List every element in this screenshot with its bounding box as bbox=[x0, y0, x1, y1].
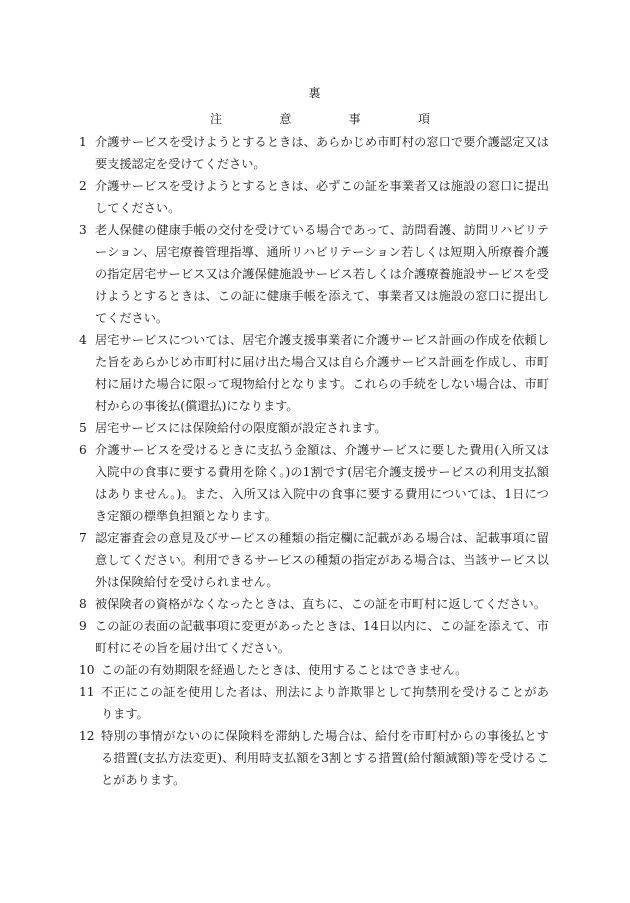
note-number: 9 bbox=[79, 619, 87, 633]
note-number: 1 bbox=[79, 135, 87, 149]
note-text: 不正にこの証を使用した者は、刑法により詐欺罪として拘禁刑を受けることがあります。 bbox=[101, 685, 549, 721]
note-item bbox=[79, 593, 549, 615]
note-text: この証の表面の記載事項に変更があったときは、14日以内に、この証を添えて、市町村にその旨を届け出てください。 bbox=[95, 619, 549, 655]
note-item bbox=[79, 615, 549, 659]
note-item bbox=[79, 439, 549, 527]
note-text: 認定審査会の意見及びサービスの種類の指定欄に記載がある場合は、記載事項に留意してください。利用できるサービスの種類の指定がある場合は、当該サービス以外は保険給付を受けられません。 bbox=[95, 531, 549, 589]
note-number: 2 bbox=[79, 179, 87, 193]
heading-char: 項 bbox=[417, 112, 430, 126]
note-text: この証の有効期限を経過したときは、使用することはできません。 bbox=[101, 663, 468, 677]
note-number: 5 bbox=[79, 421, 87, 435]
note-item bbox=[79, 131, 549, 175]
note-item bbox=[79, 219, 549, 329]
note-text: 介護サービスを受けるときに支払う金額は、介護サービスに要した費用(入所又は入院中の食事に要する費用を除く。)の1割です(居宅介護支援サービスの利用支払額はありません。)。また、入所又は入院中の食事に要する費用については、1日につき定額の標準負担額となります。 bbox=[95, 443, 549, 523]
note-number: 10 bbox=[79, 663, 95, 677]
note-number: 7 bbox=[79, 531, 87, 545]
note-text: 居宅サービスには保険給付の限度額が設定されます。 bbox=[95, 421, 387, 435]
heading-char: 意 bbox=[279, 112, 292, 126]
note-text: 特別の事情がないのに保険料を滞納した場合は、給付を市町村からの事後払とする措置(支払方法変更)、利用時支払額を3割とする措置(給付額減額)等を受けることがあります。 bbox=[101, 729, 549, 787]
note-item bbox=[79, 417, 549, 439]
note-number: 3 bbox=[79, 223, 87, 237]
note-item bbox=[79, 681, 549, 725]
note-item bbox=[79, 725, 549, 791]
note-number: 12 bbox=[79, 729, 95, 743]
note-text: 居宅サービスについては、居宅介護支援事業者に介護サービス計画の作成を依頼した旨をあらかじめ市町村に届け出た場合又は自ら介護サービス計画を作成し、市町村に届けた場合に限って現物給付となります。これらの手続をしない場合は、市町村からの事後払(償還払)になります。 bbox=[95, 333, 549, 413]
notes-heading bbox=[210, 110, 430, 127]
heading-char: 事 bbox=[348, 112, 361, 126]
note-number: 11 bbox=[79, 685, 95, 699]
note-text: 介護サービスを受けようとするときは、あらかじめ市町村の窓口で要介護認定又は要支援認定を受けてください。 bbox=[95, 135, 549, 171]
heading-char: 注 bbox=[210, 112, 223, 126]
note-item bbox=[79, 527, 549, 593]
notes-list bbox=[79, 131, 549, 791]
note-item bbox=[79, 329, 549, 417]
note-number: 4 bbox=[79, 333, 87, 347]
note-number: 6 bbox=[79, 443, 87, 457]
note-text: 老人保健の健康手帳の交付を受けている場合であって、訪問看護、訪問リハビリテーション、居宅療養管理指導、通所リハビリテーション若しくは短期入所療養介護の指定居宅サービス又は介護保健施設サービス若しくは介護療養施設サービスを受けようとするときは、この証に健康手帳を添えて、事業者又は施設の窓口に提出してください。 bbox=[95, 223, 549, 325]
note-text: 介護サービスを受けようとするときは、必ずこの証を事業者又は施設の窓口に提出してください。 bbox=[95, 179, 549, 215]
note-number: 8 bbox=[79, 597, 87, 611]
note-text: 被保険者の資格がなくなったときは、直ちに、この証を市町村に返してください。 bbox=[95, 597, 546, 611]
note-item bbox=[79, 175, 549, 219]
reverse-side-label: 裏 bbox=[308, 86, 322, 100]
note-item bbox=[79, 659, 549, 681]
